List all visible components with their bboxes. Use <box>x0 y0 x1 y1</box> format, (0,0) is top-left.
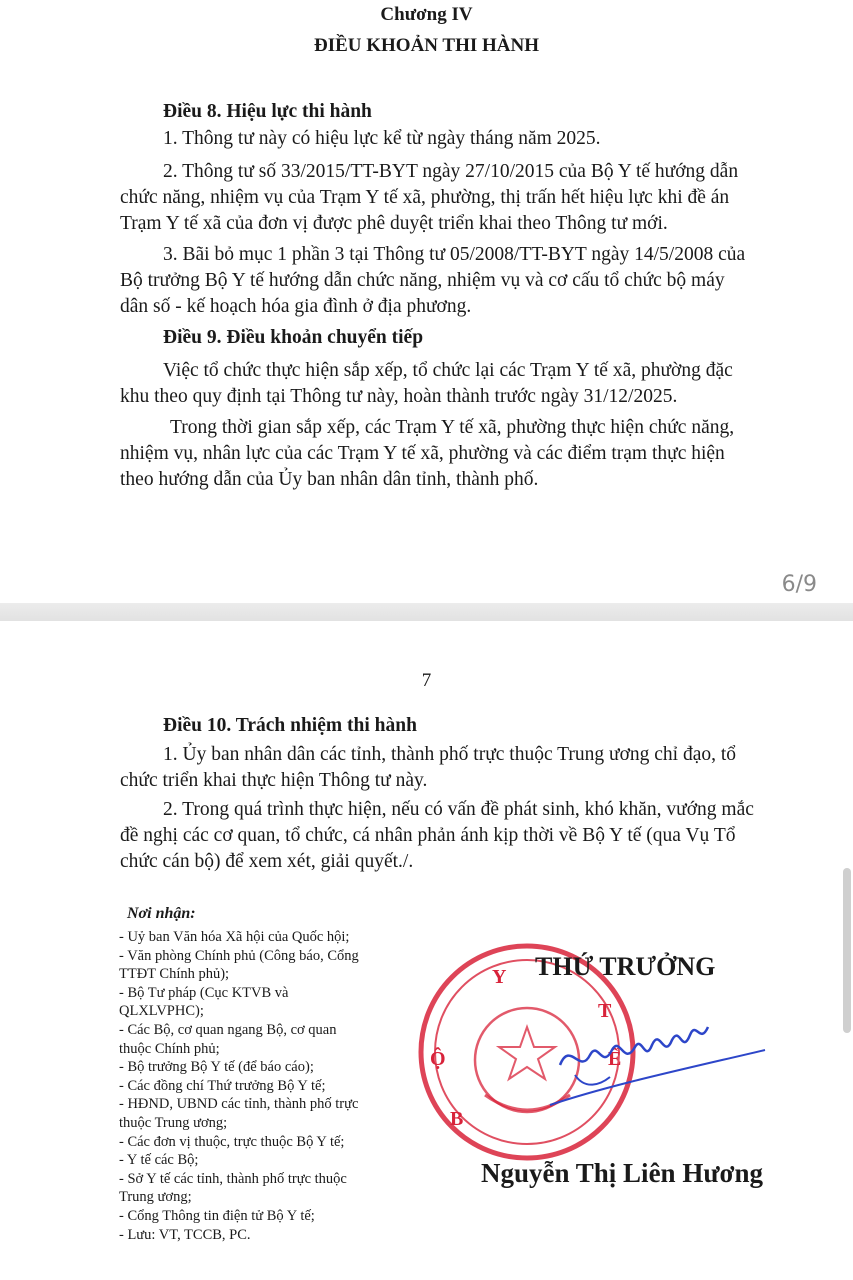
recipient-item: thuộc Trung ương; <box>119 1114 228 1131</box>
recipient-item: QLXLVPHC); <box>119 1003 204 1020</box>
stamp-letter: Ế <box>608 1048 622 1070</box>
signer-name: Nguyễn Thị Liên Hương <box>481 1158 763 1188</box>
chapter-title: ĐIỀU KHOẢN THI HÀNH <box>313 35 540 56</box>
paragraph-line: đề nghị các cơ quan, tổ chức, cá nhân phản ánh kịp thời về Bộ Y tế (qua Vụ Tổ <box>120 825 736 846</box>
signer-title: THỨ TRƯỞNG <box>535 952 716 981</box>
stamp-letter: Y <box>492 966 507 988</box>
paragraph-line: 2. Trong quá trình thực hiện, nếu có vấn đề phát sinh, khó khăn, vướng mắc <box>163 799 754 820</box>
chapter-number: Chương IV <box>380 4 473 25</box>
stamp-letter: B <box>450 1108 464 1130</box>
paragraph-line: 1. Ủy ban nhân dân các tỉnh, thành phố trực thuộc Trung ương chỉ đạo, tổ <box>163 744 737 765</box>
recipient-item: - Các đồng chí Thứ trưởng Bộ Y tế; <box>119 1077 326 1094</box>
paragraph-line: chức năng, nhiệm vụ của Trạm Y tế xã, phường, thị trấn hết hiệu lực khi đề án <box>120 187 730 208</box>
paragraph-line: chức cán bộ) để xem xét, giải quyết./. <box>120 851 414 872</box>
paragraph-line: theo hướng dẫn của Ủy ban nhân dân tỉnh, thành phố. <box>120 469 539 490</box>
recipient-item: - HĐND, UBND các tỉnh, thành phố trực <box>119 1096 359 1113</box>
recipient-item: - Cổng Thông tin điện tử Bộ Y tế; <box>119 1207 315 1224</box>
recipient-item: thuộc Chính phủ; <box>119 1040 220 1057</box>
article-10-title: Điều 10. Trách nhiệm thi hành <box>163 715 417 736</box>
page-separator <box>0 603 853 621</box>
paragraph-line: 3. Bãi bỏ mục 1 phần 3 tại Thông tư 05/2008/TT-BYT ngày 14/5/2008 của <box>163 244 746 265</box>
paragraph-line: 2. Thông tư số 33/2015/TT-BYT ngày 27/10/2015 của Bộ Y tế hướng dẫn <box>163 161 739 182</box>
recipient-item: - Văn phòng Chính phủ (Công báo, Cổng <box>119 947 359 964</box>
stamp-letter: T <box>598 1000 612 1022</box>
recipients-title: Nơi nhận: <box>127 905 196 922</box>
page-number: 7 <box>421 670 432 691</box>
paragraph-line: Việc tổ chức thực hiện sắp xếp, tổ chức lại các Trạm Y tế xã, phường đặc <box>163 360 733 381</box>
signature <box>540 1005 770 1115</box>
paragraph-line: nhiệm vụ, nhân lực của các Trạm Y tế xã, phường và các điểm trạm thực hiện <box>120 443 725 464</box>
recipients-list <box>119 928 359 1244</box>
paragraph-line: 1. Thông tư này có hiệu lực kể từ ngày tháng năm 2025. <box>163 128 601 149</box>
recipient-item: - Bộ Tư pháp (Cục KTVB và <box>119 984 289 1001</box>
recipient-item: - Y tế các Bộ; <box>119 1152 199 1169</box>
recipient-item: - Bộ trưởng Bộ Y tế (để báo cáo); <box>119 1059 314 1076</box>
paragraph-line: Bộ trưởng Bộ Y tế hướng dẫn chức năng, nhiệm vụ và cơ cấu tổ chức bộ máy <box>120 270 725 291</box>
paragraph-line: Trong thời gian sắp xếp, các Trạm Y tế xã, phường thực hiện chức năng, <box>170 417 735 438</box>
scrollbar-thumb[interactable] <box>843 868 851 1033</box>
page-indicator: 6/9 <box>781 572 817 597</box>
paragraph-line: Trạm Y tế xã của đơn vị được phê duyệt triển khai theo Thông tư mới. <box>120 213 668 234</box>
recipient-item: - Các Bộ, cơ quan ngang Bộ, cơ quan <box>119 1021 337 1038</box>
stamp-letter: Ộ <box>430 1048 446 1070</box>
recipient-item: - Lưu: VT, TCCB, PC. <box>119 1226 251 1243</box>
recipient-item: TTĐT Chính phủ); <box>119 966 230 983</box>
recipient-item: Trung ương; <box>119 1189 192 1206</box>
paragraph-line: khu theo quy định tại Thông tư này, hoàn thành trước ngày 31/12/2025. <box>120 386 678 407</box>
article-8-title: Điều 8. Hiệu lực thi hành <box>163 101 372 122</box>
paragraph-line: chức triển khai thực hiện Thông tư này. <box>120 770 428 791</box>
recipient-item: - Các đơn vị thuộc, trực thuộc Bộ Y tế; <box>119 1133 345 1150</box>
recipient-item: - Sở Y tế các tỉnh, thành phố trực thuộc <box>119 1170 347 1187</box>
paragraph-line: dân số - kế hoạch hóa gia đình ở địa phương. <box>120 296 472 317</box>
article-9-title: Điều 9. Điều khoản chuyển tiếp <box>163 327 424 348</box>
recipient-item: - Uỷ ban Văn hóa Xã hội của Quốc hội; <box>119 929 350 945</box>
